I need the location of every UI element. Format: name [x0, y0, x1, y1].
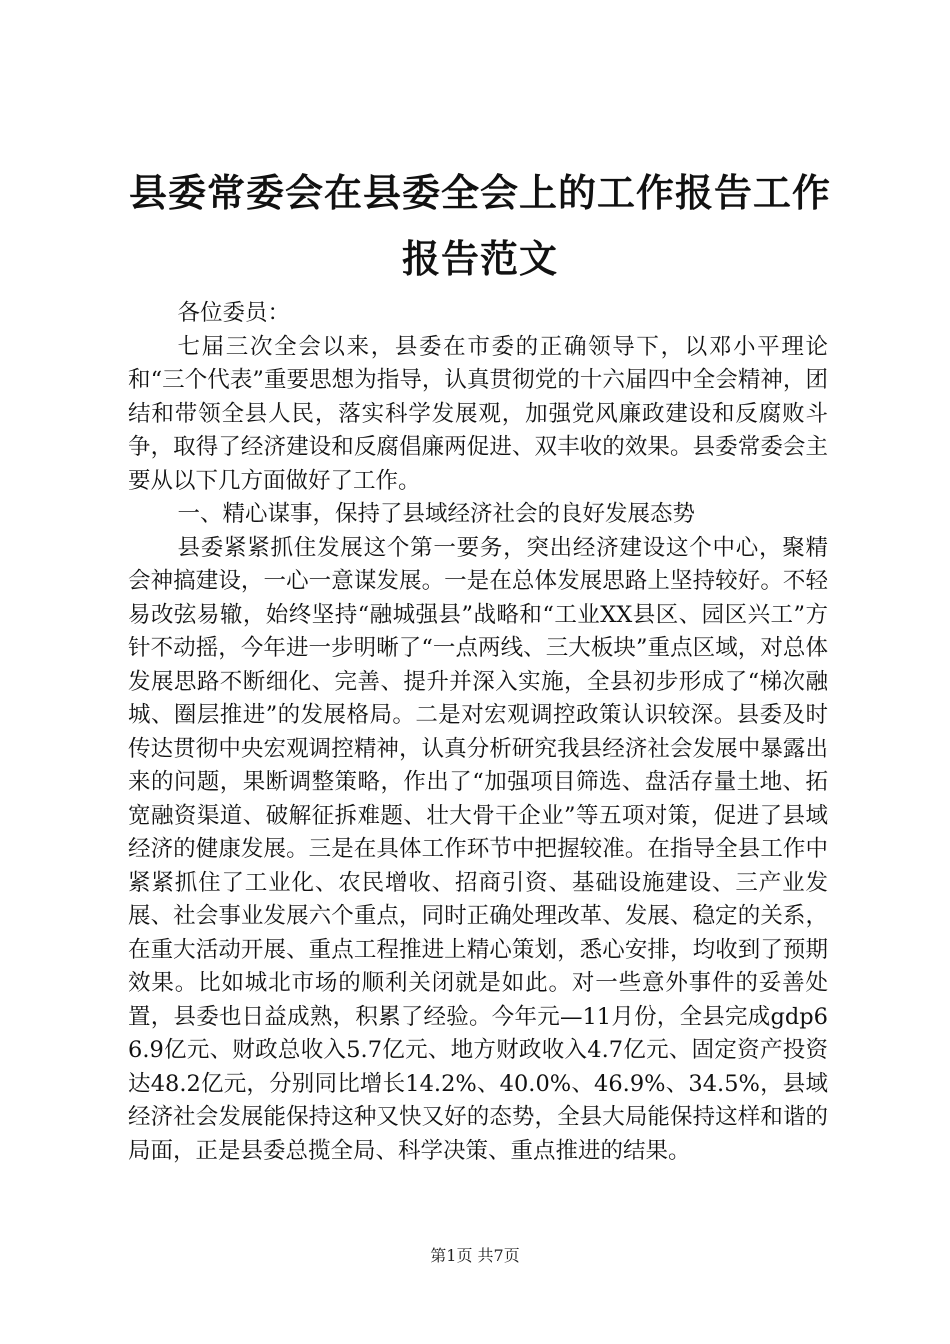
page-number: 第1页 共7页 [430, 1246, 520, 1265]
section-heading: 一、精心谋事，保持了县域经济社会的良好发展态势 [177, 501, 696, 527]
salutation: 各位委员： [177, 300, 291, 326]
document-body [128, 297, 828, 1168]
body-paragraph: 县委紧紧抓住发展这个第一要务，突出经济建设这个中心，聚精会神搞建设，一心一意谋发展。一是在总体发展思路上坚持较好。不轻易改弦易辙，始终坚持“融城强县”战略和“工业XX县区、园区兴工”方针不动摇，今年进一步明晰了“一点两线、三大板块”重点区域，对总体发展思路不断细化、完善、提升并深入实施，全县初步形成了“梯次融城、圈层推进”的发展格局。二是对宏观调控政策认识较深。县委及时传达贯彻中央宏观调控精神，认真分析研究我县经济社会发展中暴露出来的问题，果断调整策略，作出了“加强项目筛选、盘活存量土地、拓宽融资渠道、破解征拆难题、壮大骨干企业”等五项对策，促进了县域经济的健康发展。三是在具体工作环节中把握较准。在指导全县工作中紧紧抓住了工业化、农民增收、招商引资、基础设施建设、三产业发展、社会事业发展六个重点，同时正确处理改革、发展、稳定的关系，在重大活动开展、重点工程推进上精心策划，悉心安排，均收到了预期效果。比如城北市场的顺利关闭就是如此。对一些意外事件的妥善处置，县委也日益成熟，积累了经验。今年元—11月份，全县完成gdp66.9亿元、财政总收入5.7亿元、地方财政收入4.7亿元、固定资产投资达48.2亿元，分别同比增长14.2%、40.0%、46.9%、34.5%，县域经济社会发展能保持这种又快又好的态势，全县大局能保持这样和谐的局面，正是县委总揽全局、科学决策、重点推进的结果。 [128, 534, 828, 1164]
intro-paragraph: 七届三次全会以来，县委在市委的正确领导下，以邓小平理论和“三个代表”重要思想为指导，认真贯彻党的十六届四中全会精神，团结和带领全县人民，落实科学发展观，加强党风廉政建设和反腐败斗争，取得了经济建设和反腐倡廉两促进、双丰收的效果。县委常委会主要从以下几方面做好了工作。 [128, 333, 828, 494]
page-title: 县委常委会在县委全会上的工作报告工作报告范文 [128, 171, 831, 281]
